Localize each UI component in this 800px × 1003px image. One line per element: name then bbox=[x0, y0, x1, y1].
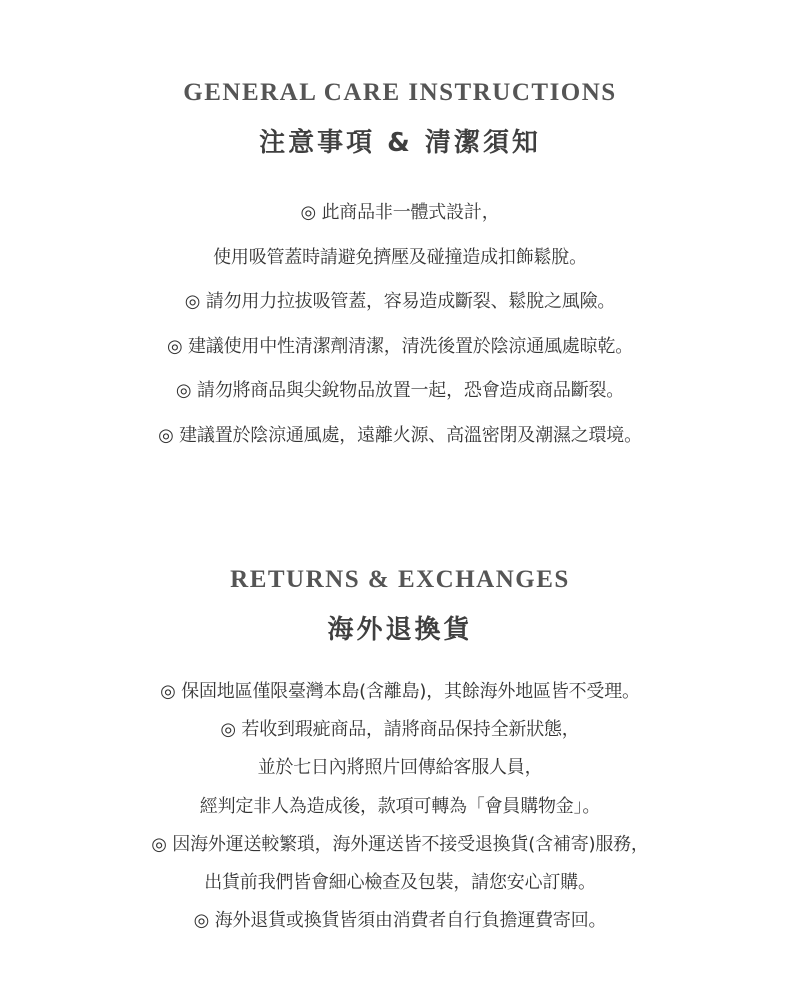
returns-policy-list bbox=[0, 679, 800, 934]
returns-title-zh: 海外退換貨 bbox=[327, 615, 473, 645]
returns-line: 經判定非人為造成後，款項可轉為「會員購物金」。 bbox=[199, 795, 601, 817]
returns-line: 出貨前我們皆會細心檢查及包裝，請您安心訂購。 bbox=[204, 871, 596, 893]
returns-line: 並於七日內將照片回傳給客服人員， bbox=[257, 757, 543, 779]
care-instructions-section bbox=[0, 78, 800, 467]
returns-line: ◎ 保固地區僅限臺灣本島(含離島)，其餘海外地區皆不受理。 bbox=[160, 681, 640, 702]
returns-title-en: RETURNS & EXCHANGES bbox=[230, 566, 570, 593]
returns-exchanges-section bbox=[0, 565, 800, 946]
returns-line: ◎ 海外退貨或換貨皆須由消費者自行負擔運費寄回。 bbox=[193, 910, 607, 932]
care-line: ◎ 請勿用力拉拔吸管蓋，容易造成斷裂、鬆脫之風險。 bbox=[184, 291, 616, 312]
care-line: ◎ 此商品非一體式設計， bbox=[300, 202, 500, 223]
returns-line: ◎ 若收到瑕疵商品，請將商品保持全新狀態， bbox=[220, 719, 580, 741]
returns-line: ◎ 因海外運送較繁瑣，海外運送皆不接受退換貨(含補寄)服務， bbox=[151, 833, 649, 855]
care-line: ◎ 建議使用中性清潔劑清潔，清洗後置於陰涼通風處晾乾。 bbox=[166, 335, 634, 357]
care-line: ◎ 建議置於陰涼通風處，遠離火源、高溫密閉及潮濕之環境。 bbox=[158, 424, 642, 446]
care-instructions-list bbox=[0, 200, 800, 449]
care-line: ◎ 請勿將商品與尖銳物品放置一起，恐會造成商品斷裂。 bbox=[175, 380, 625, 401]
care-title-zh: 注意事項 & 清潔須知 bbox=[259, 128, 541, 158]
care-title-en: GENERAL CARE INSTRUCTIONS bbox=[183, 79, 617, 106]
care-line: 使用吸管蓋時請避免擠壓及碰撞造成扣飾鬆脫。 bbox=[213, 246, 587, 268]
